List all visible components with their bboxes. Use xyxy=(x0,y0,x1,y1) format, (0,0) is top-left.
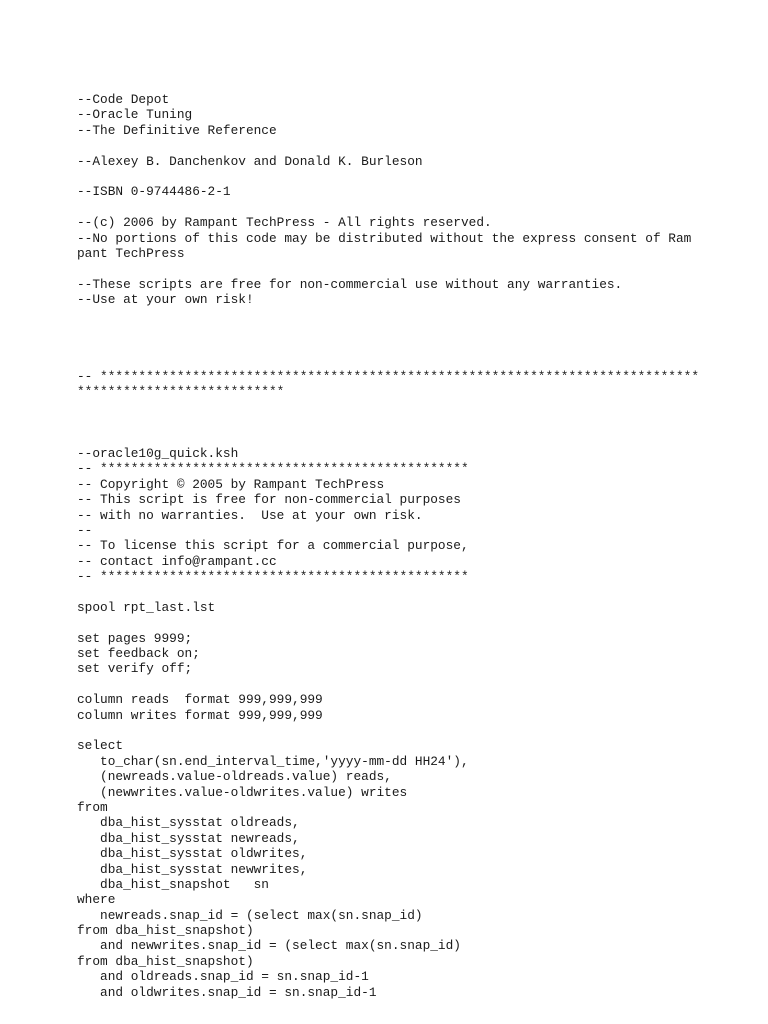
code-line: column reads format 999,999,999 xyxy=(77,692,323,708)
code-line: from dba_hist_snapshot) xyxy=(77,923,254,939)
code-line xyxy=(77,400,717,415)
code-line: -- This script is free for non-commercial purposes xyxy=(77,492,461,508)
code-line: --Use at your own risk! xyxy=(77,292,254,308)
code-line: --No portions of this code may be distributed without the express consent of Ram xyxy=(77,230,692,246)
code-line: -- ************************************************ xyxy=(77,461,469,477)
code-line xyxy=(77,307,717,322)
code-line xyxy=(77,261,717,276)
code-line: (newwrites.value-oldwrites.value) writes xyxy=(77,784,408,800)
code-line: dba_hist_snapshot sn xyxy=(77,876,269,892)
code-line: -- contact info@rampant.cc xyxy=(77,553,277,569)
code-line: -- ****************************************************************************** xyxy=(77,369,700,385)
code-line xyxy=(77,677,717,692)
code-line: from xyxy=(77,799,108,815)
code-line: select xyxy=(77,738,124,754)
code-line: -- To license this script for a commercial purpose, xyxy=(77,538,469,554)
code-line: from dba_hist_snapshot) xyxy=(77,953,254,969)
code-line: --Alexey B. Danchenkov and Donald K. Burleson xyxy=(77,153,423,169)
code-line: newreads.snap_id = (select max(sn.snap_id) xyxy=(77,907,423,923)
code-line xyxy=(77,723,717,738)
code-line xyxy=(77,138,717,153)
code-line xyxy=(77,415,717,430)
code-line: --ISBN 0-9744486-2-1 xyxy=(77,184,231,200)
code-line: pant TechPress xyxy=(77,245,185,261)
code-line: dba_hist_sysstat oldwrites, xyxy=(77,846,308,862)
code-line: --Oracle Tuning xyxy=(77,107,193,123)
code-line xyxy=(77,354,717,369)
code-line: set feedback on; xyxy=(77,646,200,662)
code-line xyxy=(77,615,717,630)
code-line xyxy=(77,431,717,446)
code-line: dba_hist_sysstat newreads, xyxy=(77,830,300,846)
code-line: set verify off; xyxy=(77,661,193,677)
code-line: --These scripts are free for non-commercial use without any warranties. xyxy=(77,276,623,292)
code-line: and oldreads.snap_id = sn.snap_id-1 xyxy=(77,969,369,985)
code-line: where xyxy=(77,892,116,908)
code-line: set pages 9999; xyxy=(77,630,193,646)
code-line: dba_hist_sysstat oldreads, xyxy=(77,815,300,831)
code-line xyxy=(77,323,717,338)
code-listing xyxy=(77,92,717,1000)
code-line: --oracle10g_quick.ksh xyxy=(77,445,239,461)
code-line: dba_hist_sysstat newwrites, xyxy=(77,861,308,877)
code-line: -- Copyright © 2005 by Rampant TechPress xyxy=(77,476,385,492)
code-line: and oldwrites.snap_id = sn.snap_id-1 xyxy=(77,984,377,1000)
code-line: spool rpt_last.lst xyxy=(77,599,216,615)
code-line xyxy=(77,585,717,600)
code-line: --Code Depot xyxy=(77,92,170,107)
code-line xyxy=(77,338,717,353)
code-line: -- with no warranties. Use at your own risk. xyxy=(77,507,423,523)
code-line xyxy=(77,169,717,184)
code-line: to_char(sn.end_interval_time,'yyyy-mm-dd HH24'), xyxy=(77,753,469,769)
code-line: (newreads.value-oldreads.value) reads, xyxy=(77,769,392,785)
code-line: --(c) 2006 by Rampant TechPress - All rights reserved. xyxy=(77,215,492,231)
code-line: column writes format 999,999,999 xyxy=(77,707,323,723)
code-line: -- xyxy=(77,522,93,538)
code-line: -- ************************************************ xyxy=(77,569,469,585)
code-line: *************************** xyxy=(77,384,285,400)
code-line xyxy=(77,200,717,215)
code-line: and newwrites.snap_id = (select max(sn.snap_id) xyxy=(77,938,461,954)
code-line: --The Definitive Reference xyxy=(77,122,277,138)
